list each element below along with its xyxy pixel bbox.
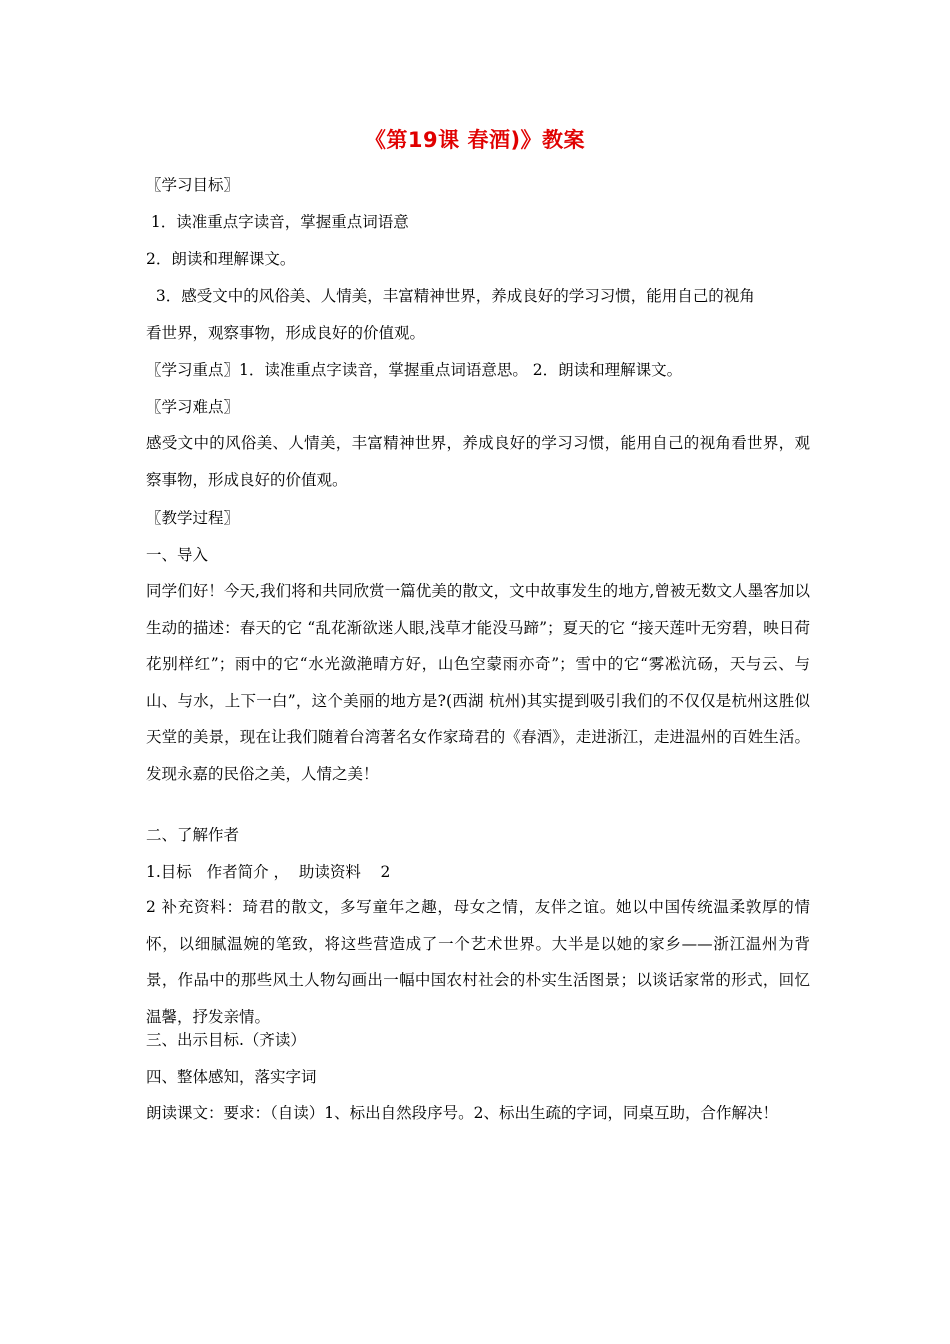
step-heading-introduction: 一、导入 <box>146 546 209 564</box>
introduction-paragraph: 同学们好！今天,我们将和共同欣赏一篇优美的散文，文中故事发生的地方,曾被无数文人墨客加以生动的描述：春天的它 “乱花渐欲迷人眼,浅草才能没马蹄”；夏天的它 “接天莲叶无穷碧，映日荷花别样红”；雨中的它“水光潋滟晴方好，山色空蒙雨亦奇”；雪中的它“雾凇沆砀，天与云、与山、与水，上下一白”，这个美丽的地方是?(西湖 杭州)其实提到吸引我们的不仅仅是杭州这胜似天堂的美景，现在让我们随着台湾著名女作家琦君的《春酒》，走进浙江，走进温州的百姓生活。发现永嘉的民俗之美，人情之美！ <box>146 582 810 783</box>
section-heading-objectives: 〖学习目标〗 <box>146 176 240 194</box>
step-heading-author: 二、了解作者 <box>146 826 240 844</box>
document-title: 《第19课 春酒)》教案 <box>364 128 586 152</box>
supplement-paragraph: 2 补充资料：琦君的散文，多写童年之趣，母女之情，友伴之谊。她以中国传统温柔敦厚的情怀，以细腻温婉的笔致，将这些营造成了一个艺术世界。大半是以她的家乡——浙江温州为背景，作品中的那些风土人物勾画出一幅中国农村社会的朴实生活图景；以谈话家常的形式，回忆温馨，抒发亲情。 <box>146 898 810 1026</box>
difficulties-paragraph: 感受文中的风俗美、人情美，丰富精神世界，养成良好的学习习惯，能用自己的视角看世界，观察事物，形成良好的价值观。 <box>146 434 810 489</box>
author-goal-line: 1.目标 作者简介 ， 助读资料 2 <box>146 863 391 881</box>
section-key-points: 〖学习重点〗1．读准重点字读音，掌握重点词语意思。 2．朗读和理解课文。 <box>146 361 683 379</box>
section-heading-process: 〖教学过程〗 <box>146 509 240 527</box>
section-heading-difficulties: 〖学习难点〗 <box>146 398 240 416</box>
reading-paragraph: 朗读课文：要求：（自读）1、标出自然段序号。2、标出生疏的字词，同桌互助，合作解决！ <box>146 1104 778 1122</box>
objective-item-1: 1．读准重点字读音，掌握重点词语意 <box>146 213 409 231</box>
objective-item-3: 3．感受文中的风俗美、人情美，丰富精神世界，养成良好的学习习惯，能用自己的视角 <box>146 287 755 305</box>
objective-item-2: 2．朗读和理解课文。 <box>146 250 296 268</box>
step-heading-overall-perception: 四、整体感知，落实字词 <box>146 1068 317 1086</box>
step-heading-show-goals: 三、出示目标.（齐读） <box>146 1031 306 1049</box>
objective-item-3-continued: 看世界，观察事物，形成良好的价值观。 <box>146 324 426 342</box>
